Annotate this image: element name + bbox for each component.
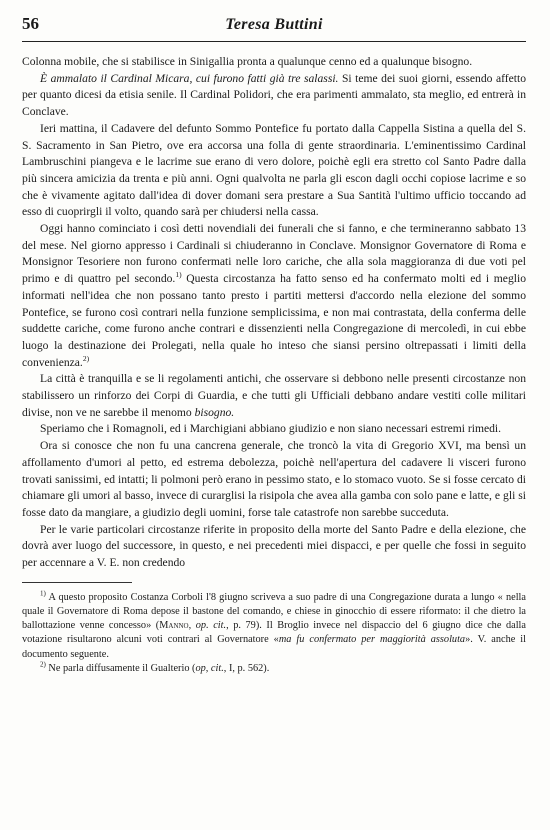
paragraph: È ammalato il Cardinal Micara, cui furono fatti già tre salassi. Si teme dei suoi giorni, essendo affetto per quanto dicesi da etisia senile. Il Cardinal Polidori, che era parimenti ammalato, sta meglio, ed entrerà in Conclave.	[22, 71, 526, 119]
main-text	[22, 54, 526, 572]
page-header	[22, 14, 526, 42]
footnote-ref: 2)	[82, 353, 90, 363]
page-number: 56	[22, 14, 39, 33]
paragraph: Per le varie particolari circostanze riferite in proposito della morte del Santo Padre e della elezione, che dovrà aver luogo del successore, in questo, e nei precedenti miei dispacci, e per quelle che fossi in seguito per accennare a V. E. non credendo	[22, 522, 526, 570]
footnote-ref: 1)	[175, 270, 182, 280]
paragraph: Colonna mobile, che si stabilisce in Sinigallia pronta a qualunque cenno ed a qualunque bisogno.	[22, 55, 473, 68]
paragraph: Ieri mattina, il Cadavere del defunto Sommo Pontefice fu portato dalla Cappella Sistina a quella del S. S. Sacramento in San Pietro, ove era accorsa una folla di gente straordinaria. L'eminentissimo Cardinal Lambruschini piangeva e le lacrime sue erano di vero dolore, poichè egli era stretto col Santo Padre dalla più sincera amicizia da trenta e più anni. Ogni qualvolta ne parla gli escon dagli occhi copiose lacrime e so che è vivamente agitato dall'idea di dover domani sera prestare a Sua Santità l'ultimo ufficio toccando ad esso di cuoprirgli il volto, quando sarà per chiudersi nella cassa.	[22, 121, 526, 219]
italic-sentence: È ammalato il Cardinal Micara, cui furono fatti già tre salassi.	[40, 71, 339, 85]
footnote-divider	[22, 582, 132, 583]
paragraph: Ora si conosce che non fu una cancrena generale, che troncò la vita di Gregorio XVI, ma bensì un affollamento d'umori al petto, ed estrema debolezza, poichè nell'apertura del cadavere li visceri furono trovati sanissimi, ed intatti; li polmoni però erano in pessimo stato, e lo stomaco vuoto. Se si fosse cercato di chiamare gli umori al basso, invece di curarglisi la risipola che avea alla gamba con solo pane e latte, e gli si fosse dato da mangiare, a giudizio degli uomini, forse tale catastrofe non sarebbe succeduta.	[22, 439, 526, 519]
footnotes	[22, 591, 526, 676]
footnote-1: $^{1)}$ A questo proposito Costanza Corboli l'8 giugno scriveva a suo padre di una Congregazione durata a lungo « nella quale il Governatore di Roma depose il bastone del comando, e chiese in ginocchio di essere riformato: il che dietro la ballottazione venne concesso» (Manno, op. cit., p. 79). Il Broglio invece nel dispaccio del 6 giugno dice che dalla votazione risultarono alcuni voti contrari al Governatore «ma fu confermato per maggiorità assoluta». V. anche il documento seguente.	[22, 589, 527, 660]
footnote-2: $^{2)}$ Ne parla diffusamente il Gualterio (op, cit., I, p. 562).	[40, 660, 270, 674]
paragraph: Oggi hanno cominciato i così detti novendiali dei funerali che si fanno, e che termineranno sabbato 13 del mese. Nel giorno appresso i Cardinali si chiuderanno in Conclave. Monsignor Governatore di Roma e Monsignor Tesoriere non furono confermati nelle loro cariche, che alla sola maggioranza di due voti pel primo e di quattro pel secondo.$^{1)}$ Questa circostanza ha fatto senso ed ha confermato molti ed i meglio informati nell'idea che non possano tanto presto i partiti mettersi d'accordo nella elezione del sommo Pontefice, se furono così contrari nella funzione semplicissima, e non mai contrastata, della conferma delle suddette cariche, come furono anche contrari e dissenzienti nella Congregazione di mercoledì, in cui ebbe luogo la destinazione dei Prolegati, nella quale ho inteso che siansi persino oltrepassati i limiti della convenienza.$^{2)}$	[22, 222, 526, 369]
paragraph: Speriamo che i Romagnoli, ed i Marchigiani abbiano giudizio e non siano necessari estremi rimedi.	[40, 422, 502, 436]
running-head: Teresa Buttini	[225, 16, 323, 33]
paragraph: La città è tranquilla e se li regolamenti antichi, che osservare si debbono nelle presenti circostanze non stabilissero un rinforzo dei Corpi di Guardia, e che tutti gli Ufficiali debbano andare vestiti colle militari divise, non ve ne sarebbe il menomo bisogno.	[22, 372, 526, 419]
